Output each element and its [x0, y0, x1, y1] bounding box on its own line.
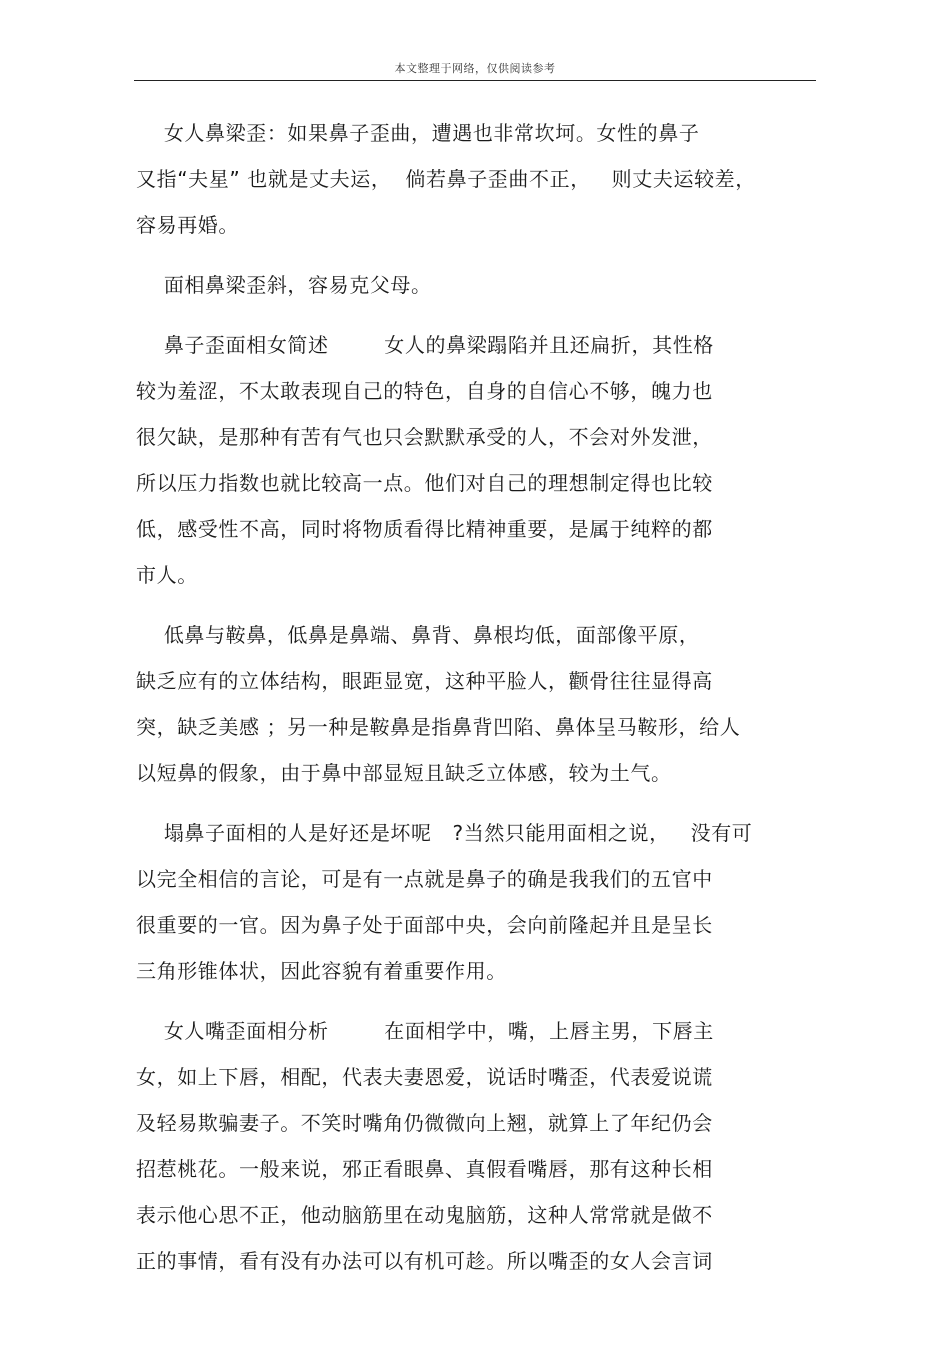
document-body — [136, 113, 816, 1287]
text-line: 又指“夫星” 也就是丈夫运， 倘若鼻子歪曲不正， 则丈夫运较差， — [136, 167, 756, 191]
text-line: 招惹桃花。一般来说，邪正看眼鼻、真假看嘴唇，那有这种长相 — [136, 1157, 713, 1181]
text-line: 面相鼻梁歪斜，容易克父母。 — [136, 273, 432, 297]
text-line: 突，缺乏美感 ；另一种是鞍鼻是指鼻背凹陷、鼻体呈马鞍形，给人 — [136, 715, 741, 739]
text-line: 及轻易欺骗妻子。不笑时嘴角仍微微向上翘，就算上了年纪仍会 — [136, 1111, 713, 1135]
text-line: 以完全相信的言论，可是有一点就是鼻子的确是我我们的五官中 — [136, 867, 713, 891]
header-divider — [134, 80, 816, 81]
text-line: 表示他心思不正，他动脑筋里在动鬼脑筋，这种人常常就是做不 — [136, 1203, 713, 1227]
text-line: 很欠缺，是那种有苦有气也只会默默承受的人，不会对外发泄， — [136, 425, 713, 449]
text-line: 塌鼻子面相的人是好还是坏呢 ?当然只能用面相之说， 没有可 — [136, 821, 753, 845]
text-line: 低鼻与鞍鼻，低鼻是鼻端、鼻背、鼻根均低，面部像平原， — [136, 623, 700, 647]
text-line: 市人。 — [136, 563, 198, 587]
text-line: 低，感受性不高，同时将物质看得比精神重要，是属于纯粹的都 — [136, 517, 713, 541]
text-line: 女人嘴歪面相分析 在面相学中，嘴，上唇主男，下唇主 — [136, 1019, 714, 1043]
text-line: 很重要的一官。因为鼻子处于面部中央，会向前隆起并且是呈长 — [136, 913, 713, 937]
text-line: 女人鼻梁歪：如果鼻子歪曲，遭遇也非常坎坷。女性的鼻子 — [136, 121, 700, 145]
text-line: 缺乏应有的立体结构，眼距显宽，这种平脸人，颧骨往往显得高 — [136, 669, 713, 693]
text-line: 以短鼻的假象，由于鼻中部显短且缺乏立体感，较为土气。 — [136, 761, 672, 785]
text-line: 正的事情，看有没有办法可以有机可趁。所以嘴歪的女人会言词 — [136, 1249, 713, 1273]
text-line: 鼻子歪面相女简述 女人的鼻梁蹋陷并且还扁折，其性格 — [136, 333, 714, 357]
text-line: 三角形锥体状，因此容貌有着重要作用。 — [136, 959, 507, 983]
text-line: 较为羞涩，不太敢表现自己的特色，自身的自信心不够，魄力也 — [136, 379, 713, 403]
text-line: 所以压力指数也就比较高一点。他们对自己的理想制定得也比较 — [136, 471, 713, 495]
text-line: 女，如上下唇，相配，代表夫妻恩爱，说话时嘴歪，代表爱说谎 — [136, 1065, 713, 1089]
header-note: 本文整理于网络，仅供阅读参考 — [394, 62, 556, 75]
text-line: 容易再婚。 — [136, 213, 239, 237]
